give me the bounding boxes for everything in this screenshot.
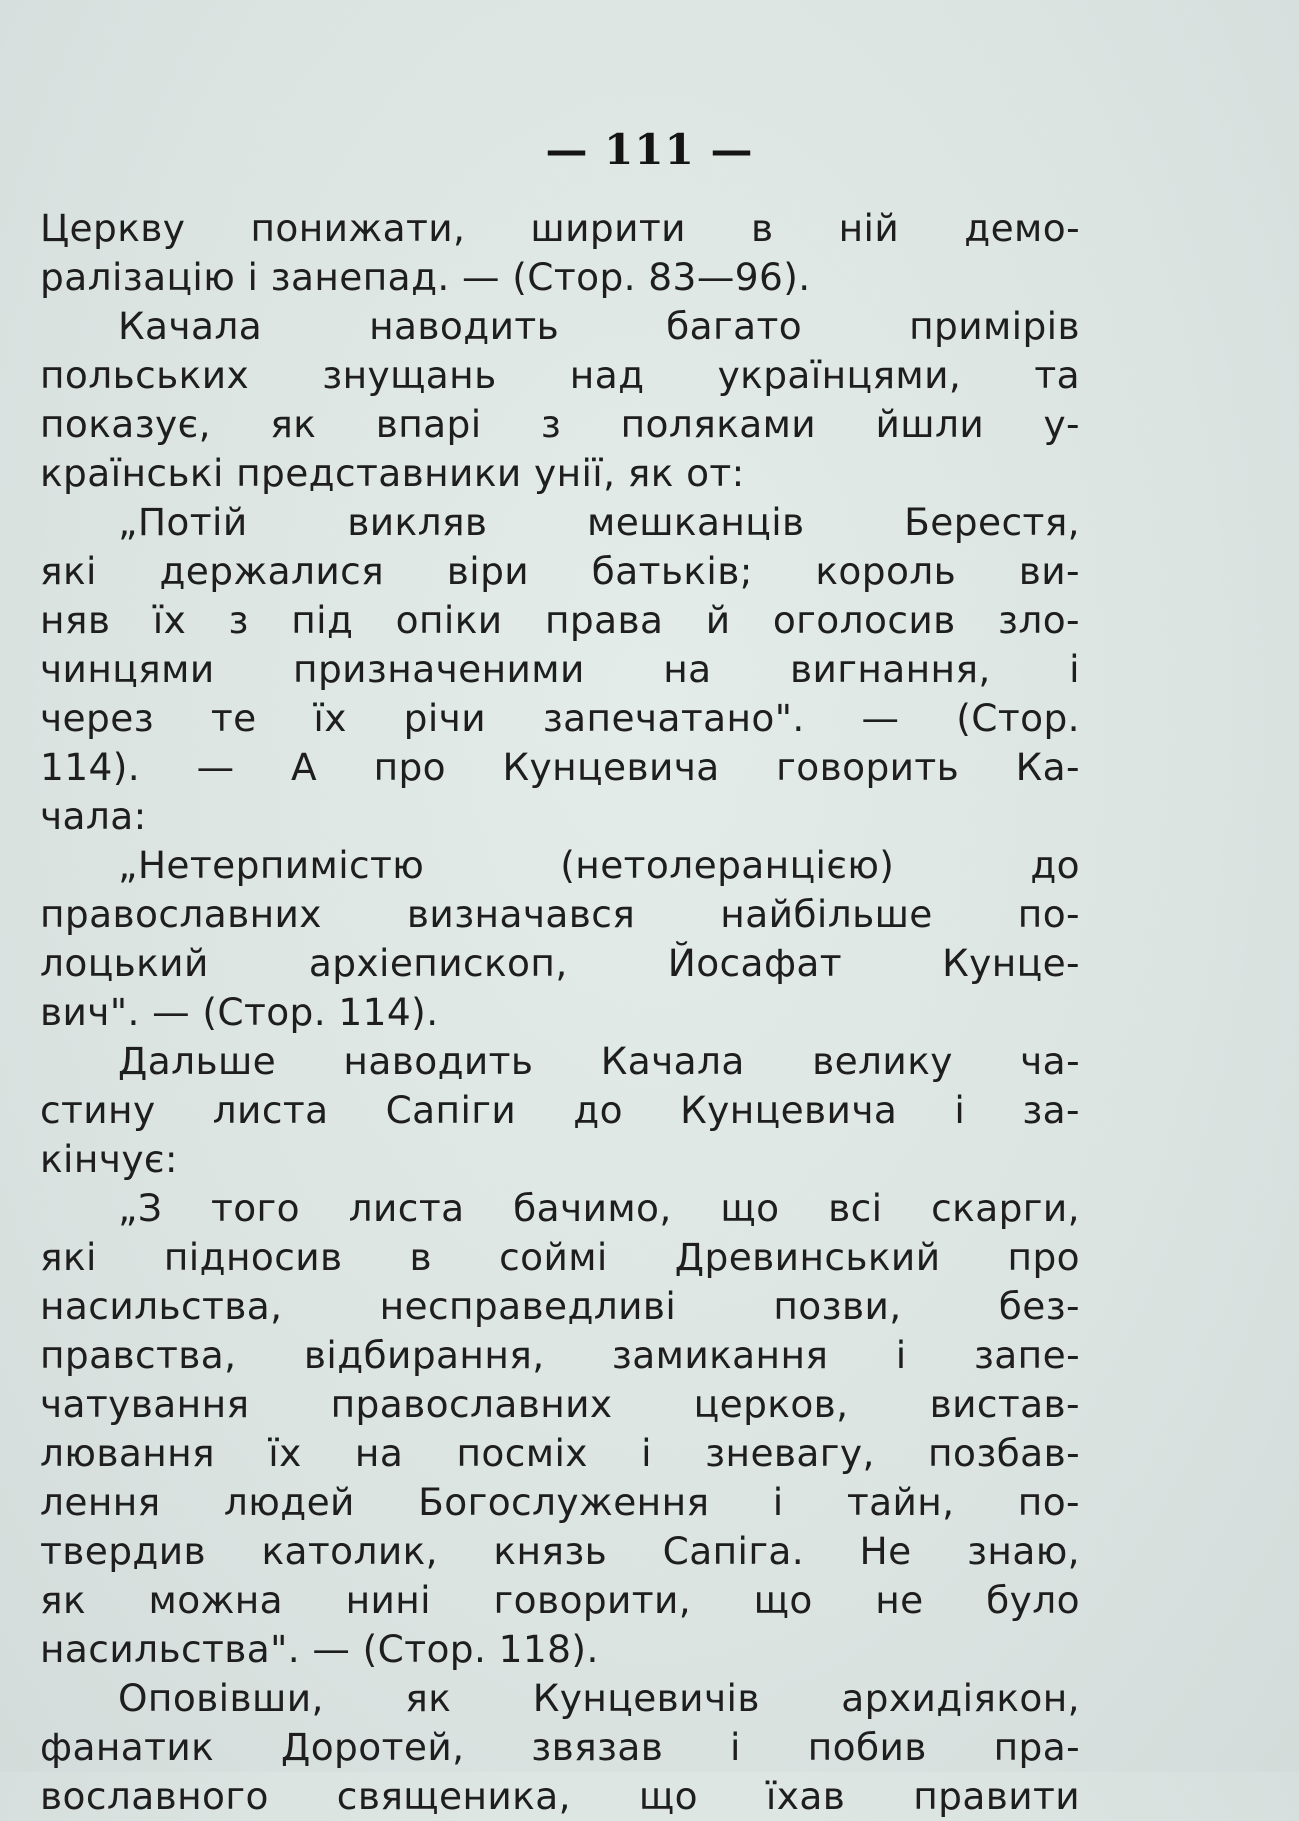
text-line: лоцький архіепископ, Йосафат Кунце-: [40, 941, 1080, 985]
text-line: показує, як впарі з поляками йшли у-: [40, 402, 1080, 446]
text-line: чала:: [40, 794, 147, 838]
text-line: чинцями призначеними на вигнання, і: [40, 647, 1080, 691]
text-line: Качала наводить багато примірів: [118, 304, 1080, 348]
text-line: як можна нині говорити, що не було: [40, 1578, 1080, 1622]
text-line: Дальше наводить Качала велику ча-: [118, 1039, 1080, 1083]
text-line: 114). — А про Кунцевича говорить Ка-: [40, 745, 1080, 789]
text-line: няв їх з під опіки права й оголосив зло-: [40, 598, 1080, 642]
body-text: [40, 204, 1080, 1821]
text-line: Оповівши, як Кунцевичів архидіякон,: [118, 1676, 1080, 1720]
text-line: лювання їх на посміх і зневагу, позбав-: [40, 1431, 1080, 1475]
text-line: польських знущань над українцями, та: [40, 353, 1080, 397]
text-line: правства, відбирання, замикання і запе-: [40, 1333, 1080, 1377]
text-line: „Нетерпимістю (нетолеранцією) до: [118, 843, 1080, 887]
text-line: країнські представники унії, як от:: [40, 451, 745, 495]
page-number: — 111 —: [545, 125, 754, 174]
text-line: православних визначався найбільше по-: [40, 892, 1080, 936]
text-line: які держалися віри батьків; король ви-: [40, 549, 1080, 593]
text-line: які підносив в соймі Древинський про: [40, 1235, 1080, 1279]
text-line: через те їх річи запечатано". — (Стор.: [40, 696, 1080, 740]
text-line: чатування православних церков, вистав-: [40, 1382, 1080, 1426]
text-line: стину листа Сапіги до Кунцевича і за-: [40, 1088, 1080, 1132]
text-line: „Потій викляв мешканців Берестя,: [118, 500, 1080, 544]
text-line: насильства, несправедливі позви, без-: [40, 1284, 1080, 1328]
text-line: кінчує:: [40, 1137, 178, 1181]
text-line: лення людей Богослуження і тайн, по-: [40, 1480, 1080, 1524]
text-line: ралізацію і занепад. — (Стор. 83—96).: [40, 255, 811, 299]
text-line: насильства". — (Стор. 118).: [40, 1627, 599, 1671]
text-line: „З того листа бачимо, що всі скарги,: [118, 1186, 1080, 1230]
text-line: вич". — (Стор. 114).: [40, 990, 439, 1034]
text-line: вославного священика, що їхав правити: [40, 1774, 1080, 1818]
text-line: Церкву понижати, ширити в ній демо-: [40, 206, 1080, 250]
text-line: фанатик Доротей, звязав і побив пра-: [40, 1725, 1080, 1769]
text-line: твердив католик, князь Сапіга. Не знаю,: [40, 1529, 1080, 1573]
